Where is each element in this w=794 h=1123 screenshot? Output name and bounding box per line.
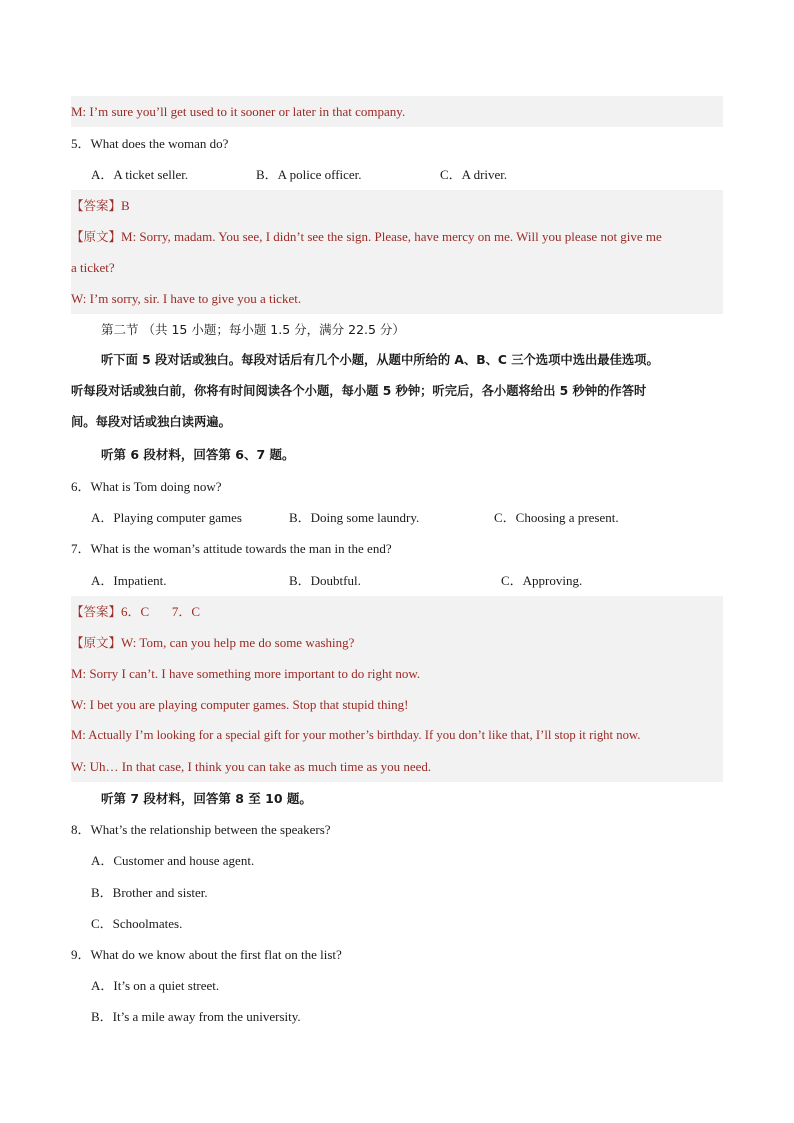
- transcript-line: M: Sorry I can’t. I have something more important to do right now.: [71, 658, 723, 689]
- answer-5: [71, 190, 723, 221]
- answer-label: 【答案】: [71, 604, 122, 619]
- question-6-options: [91, 502, 723, 533]
- option-a: A．Customer and house agent.: [91, 853, 255, 868]
- transcript-line: M: I’m sure you’ll get used to it sooner or later in that company.: [71, 96, 723, 127]
- answer-label: 【答案】: [71, 198, 122, 213]
- transcript-line: M: Actually I’m looking for a special gift for your mother’s birthday. If you don’t like that, I’ll stop it right now.: [71, 720, 723, 751]
- option-a: A．Impatient.: [91, 573, 167, 588]
- transcript-line: W: Uh… In that case, I think you can take as much time as you need.: [71, 751, 723, 782]
- passage-heading: 听第 6 段材料，回答第 6、7 题。: [101, 447, 295, 462]
- script-6-line1: [71, 627, 723, 658]
- instructions-line3: 间。每段对话或独白读两遍。: [71, 415, 231, 429]
- option-b: B．Doing some laundry.: [289, 510, 420, 525]
- question-5-options: [91, 159, 723, 190]
- option-b: B．A police officer.: [256, 167, 362, 182]
- script-label: 【原文】: [71, 229, 122, 244]
- question-8: 8．What’s the relationship between the speakers?: [71, 822, 331, 837]
- answer-value: 6．C 7．C: [121, 604, 201, 619]
- instructions-line1: 听下面 5 段对话或独白。每段对话后有几个小题，从题中所给的 A、B、C 三个选项中选出最佳选项。: [101, 353, 659, 367]
- option-b: B．It’s a mile away from the university.: [91, 1009, 301, 1024]
- question-6: 6．What is Tom doing now?: [71, 479, 222, 494]
- instructions-line2: 听每段对话或独白前，你将有时间阅读各个小题，每小题 5 秒钟；听完后，各小题将给出 5 秒钟的作答时: [71, 384, 647, 398]
- option-c: C．Schoolmates.: [91, 916, 183, 931]
- option-b: B．Doubtful.: [289, 573, 361, 588]
- option-a: A．It’s on a quiet street.: [91, 978, 220, 993]
- transcript-line: M: Sorry, madam. You see, I didn’t see the sign. Please, have mercy on me. Will you please not give me: [121, 229, 662, 244]
- script-label: 【原文】: [71, 635, 122, 650]
- option-b: B．Brother and sister.: [91, 885, 208, 900]
- transcript-line: W: I’m sorry, sir. I have to give you a ticket.: [71, 283, 723, 314]
- question-7: 7．What is the woman’s attitude towards the man in the end?: [71, 541, 392, 556]
- script-5-line1: [71, 221, 723, 252]
- answer-6-7: [71, 596, 723, 627]
- transcript-line: W: Tom, can you help me do some washing?: [121, 635, 355, 650]
- option-a: A．A ticket seller.: [91, 167, 189, 182]
- section-heading: 第二节 （共 15 小题；每小题 1.5 分，满分 22.5 分）: [101, 322, 405, 337]
- option-c: C．Approving.: [501, 573, 583, 588]
- question-5: 5．What does the woman do?: [71, 136, 229, 151]
- transcript-line: W: I bet you are playing computer games. Stop that stupid thing!: [71, 689, 723, 720]
- option-a: A．Playing computer games: [91, 510, 242, 525]
- passage-heading: 听第 7 段材料，回答第 8 至 10 题。: [101, 791, 312, 806]
- question-9: 9．What do we know about the first flat on the list?: [71, 947, 342, 962]
- transcript-line: a ticket?: [71, 252, 723, 283]
- option-c: C．Choosing a present.: [494, 510, 619, 525]
- option-c: C．A driver.: [440, 167, 508, 182]
- question-7-options: [91, 565, 723, 596]
- answer-value: B: [121, 198, 130, 213]
